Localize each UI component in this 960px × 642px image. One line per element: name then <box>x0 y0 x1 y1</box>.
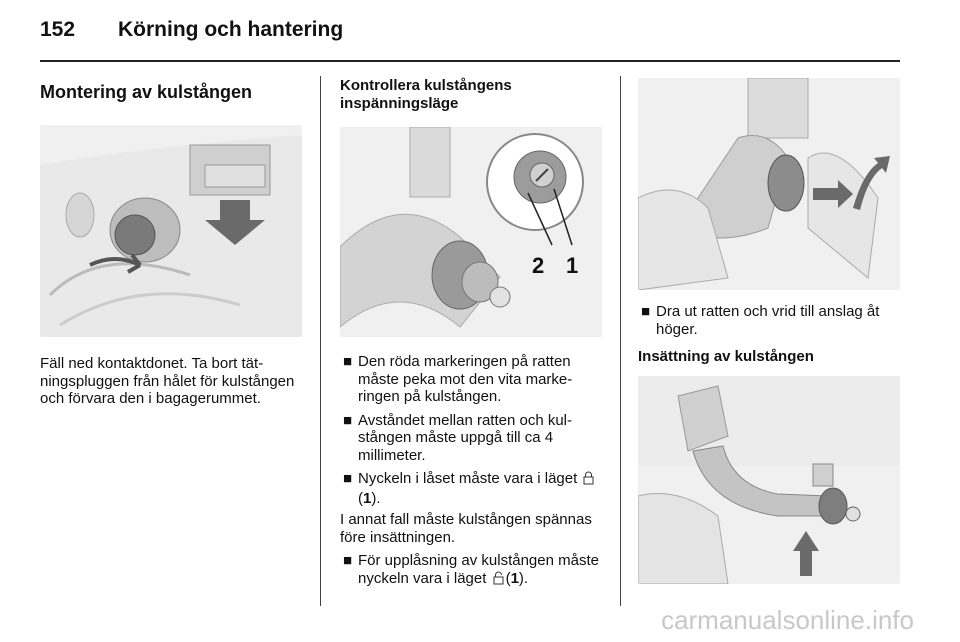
list-item: ■ För upplåsning av kulstången måste nyckeln vara i läget (1). <box>340 552 605 589</box>
column-3 <box>638 76 900 584</box>
otherwise-note: I annat fall måste kulstången spännas före insättningen. <box>340 511 592 546</box>
column-1 <box>40 76 302 408</box>
header-rule <box>40 60 900 62</box>
illustration-insert-towbar <box>638 376 900 584</box>
lock-closed-icon <box>583 471 594 490</box>
illustration-pull-knob <box>638 78 900 290</box>
list-item: ■ Nyckeln i låset måste vara i läget (1). <box>340 470 605 507</box>
unlock-list <box>340 552 605 589</box>
chapter-title: Körning och hantering <box>118 18 344 41</box>
subtitle-inserting: Insättning av kulstången <box>638 348 814 365</box>
column-divider-2 <box>620 76 621 606</box>
section-title-mounting: Montering av kulstången <box>40 82 253 102</box>
illustration-clamping-position <box>340 127 602 337</box>
page-number: 152 <box>40 18 76 41</box>
list-item: ■ Den röda markeringen på ratten måste peka mot den vita markeringen på kulstången. <box>343 353 573 405</box>
figure-label-1: 1 <box>566 253 579 278</box>
watermark: carmanualsonline.info <box>661 605 914 635</box>
figure-label-2: 2 <box>532 253 545 278</box>
list-item: ■ Avståndet mellan ratten och kulstången måste uppgå till ca 4 millimeter. <box>343 411 573 464</box>
column-2 <box>340 76 605 595</box>
column-divider-1 <box>320 76 321 606</box>
list-item: ■ Dra ut ratten och vrid till anslag åt höger. <box>641 303 880 338</box>
pull-knob-list <box>638 303 900 338</box>
mounting-instructions: Fäll ned kontaktdonet. Ta bort tätningspluggen från hålet för kulstången och förvara den i bagagerummet. <box>40 355 295 407</box>
subtitle-check-clamping-line1: Kontrollera kulstångens <box>340 77 512 94</box>
check-list <box>340 353 605 507</box>
illustration-connector <box>40 125 302 337</box>
subtitle-check-clamping-line2: inspänningsläge <box>340 95 459 112</box>
lock-open-icon <box>493 571 504 590</box>
